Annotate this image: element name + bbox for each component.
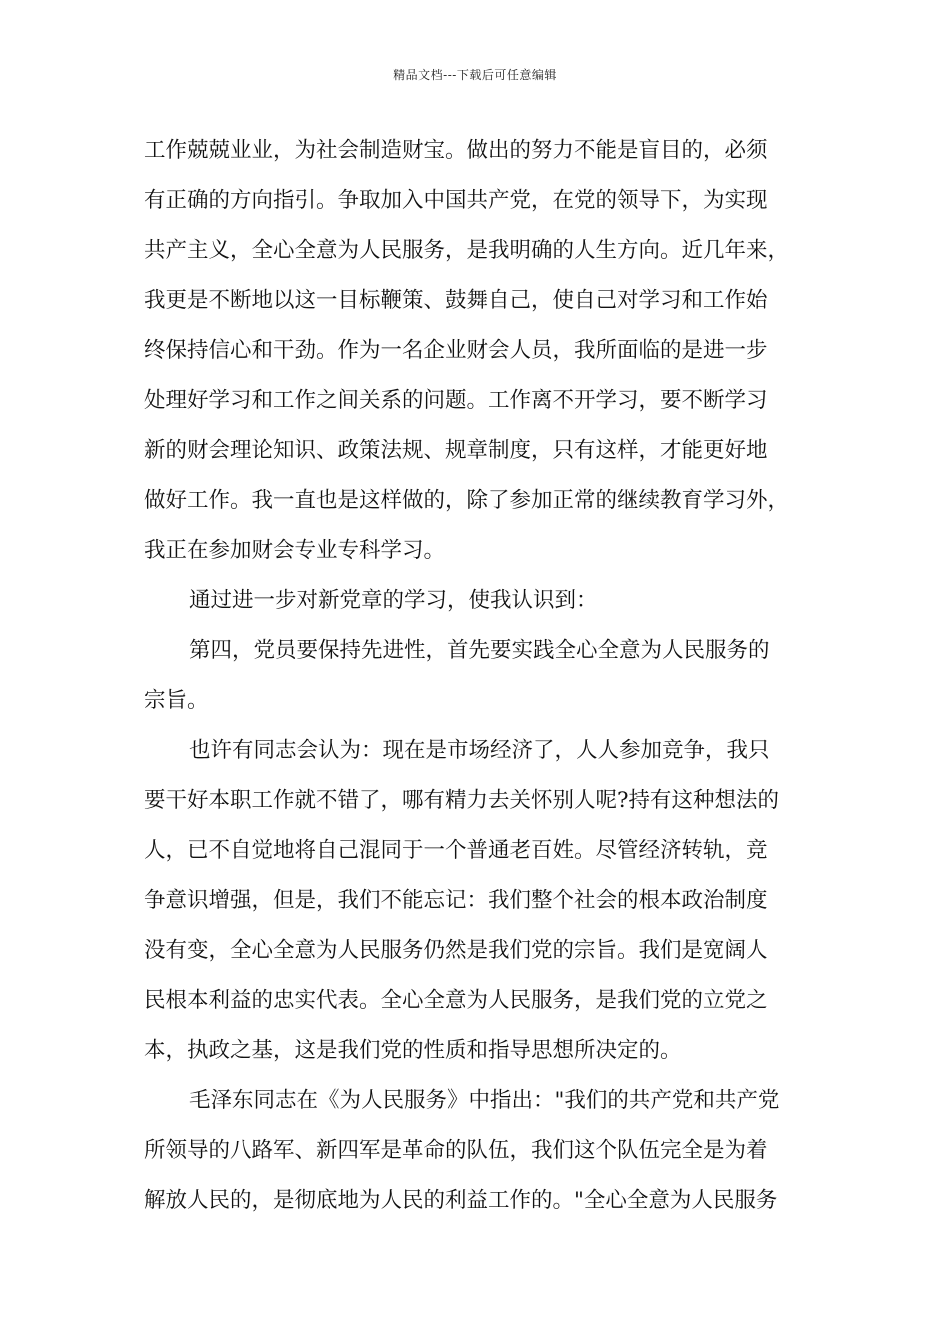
page-header: 精品文档---下载后可任意编辑: [393, 68, 557, 82]
text-line: 解放人民的，是彻底地为人民的利益工作的。"全心全意为人民服务: [144, 1188, 778, 1213]
document-body: [144, 126, 816, 1226]
text-line: 处理好学习和工作之间关系的问题。工作离不开学习，要不断学习: [144, 388, 768, 413]
text-line: 做好工作。我一直也是这样做的，除了参加正常的继续教育学习外，: [144, 488, 790, 513]
text-line: 我更是不断地以这一目标鞭策、鼓舞自己，使自己对学习和工作始: [144, 288, 768, 313]
text-line: 有正确的方向指引。争取加入中国共产党，在党的领导下，为实现: [144, 188, 768, 213]
text-line: 第四，党员要保持先进性，首先要实践全心全意为人民服务的: [189, 638, 770, 663]
text-line: 共产主义，全心全意为人民服务，是我明确的人生方向。近几年来，: [144, 238, 790, 263]
text-line: 本，执政之基，这是我们党的性质和指导思想所决定的。: [144, 1038, 682, 1063]
text-line: 所领导的八路军、新四军是革命的队伍，我们这个队伍完全是为着: [144, 1138, 768, 1163]
text-line: 也许有同志会认为：现在是市场经济了，人人参加竞争，我只: [189, 738, 770, 763]
text-line: 没有变，全心全意为人民服务仍然是我们党的宗旨。我们是宽阔人: [144, 938, 768, 963]
text-line: 终保持信心和干劲。作为一名企业财会人员，我所面临的是进一步: [144, 338, 768, 363]
text-line: 新的财会理论知识、政策法规、规章制度，只有这样，才能更好地: [144, 438, 768, 463]
text-line: 宗旨。: [144, 688, 209, 713]
text-line: 人，已不自觉地将自己混同于一个普通老百姓。尽管经济转轨，竞: [144, 838, 768, 863]
text-line: 争意识增强，但是，我们不能忘记：我们整个社会的根本政治制度: [144, 888, 768, 913]
text-line: 我正在参加财会专业专科学习。: [144, 538, 446, 563]
text-line: 民根本利益的忠实代表。全心全意为人民服务，是我们党的立党之: [144, 988, 768, 1013]
text-line: 工作兢兢业业，为社会制造财宝。做出的努力不能是盲目的，必须: [144, 138, 768, 163]
text-line: 毛泽东同志在《为人民服务》中指出："我们的共产党和共产党: [189, 1088, 780, 1113]
text-line: 通过进一步对新党章的学习，使我认识到：: [189, 588, 598, 613]
text-line: 要干好本职工作就不错了，哪有精力去关怀别人呢?持有这种想法的: [144, 788, 780, 813]
